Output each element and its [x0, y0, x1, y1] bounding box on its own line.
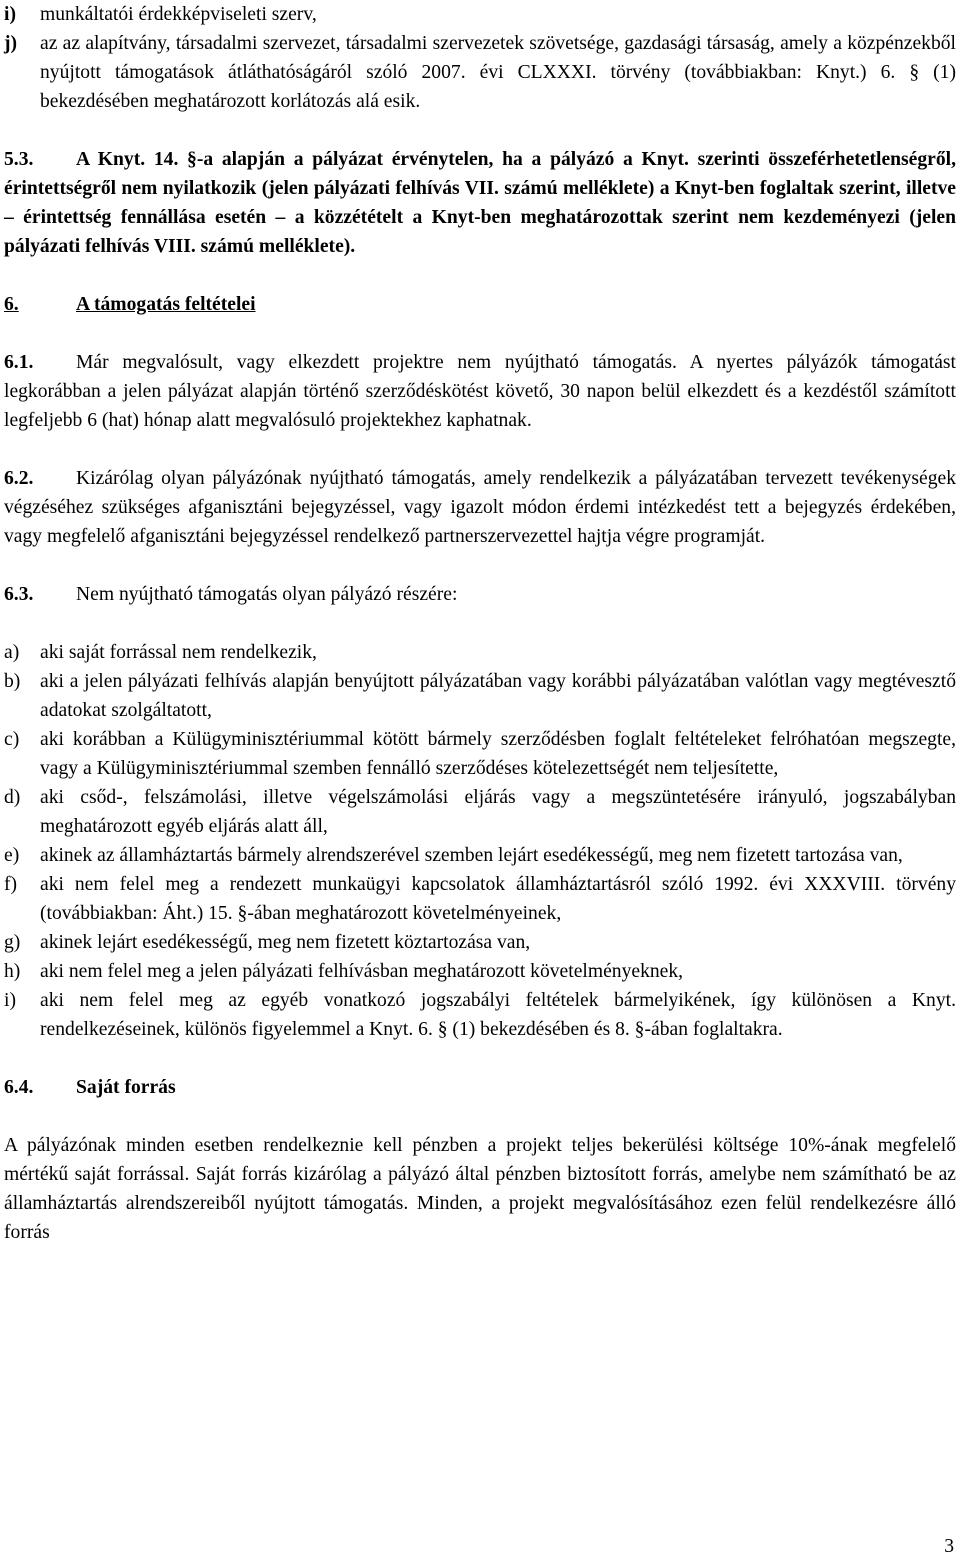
- list-text: aki a jelen pályázati felhívás alapján benyújtott pályázatában vagy korábbi pályázatában valótlan vagy megtévesztő adatokat szolgáltatott,: [40, 671, 956, 721]
- section-6-2: [4, 464, 956, 551]
- list-text: az az alapítvány, társadalmi szervezet, társadalmi szervezetek szövetsége, gazdasági társaság, amely a közpénzekből nyújtott támogatások átláthatóságáról szóló 2007. évi CLXXXI. törvény (továbbiakban: Knyt.) 6. § (1) bekezdésében meghatározott korlátozás alá esik.: [40, 33, 956, 112]
- list-item: [4, 986, 956, 1044]
- list-item: [4, 638, 956, 667]
- list-item: [4, 667, 956, 725]
- section-6-1: [4, 348, 956, 435]
- list-marker: a): [4, 642, 20, 663]
- list-text: aki korábban a Külügyminisztériummal kötött bármely szerződésben foglalt feltételeket felróhatóan megszegte, vagy a Külügyminisztériummal szemben fennálló szerződéses kötelezettségét nem teljesítette,: [40, 729, 956, 779]
- list-text: akinek lejárt esedékességű, meg nem fizetett köztartozása van,: [40, 932, 531, 953]
- list-text: aki csőd-, felszámolási, illetve végelszámolási eljárás vagy a megszüntetésére irányuló, jogszabályban meghatározott egyéb eljárás alatt áll,: [40, 787, 956, 837]
- heading-6: [4, 290, 956, 319]
- list-item: [4, 783, 956, 841]
- section-text: A Knyt. 14. §-a alapján a pályázat érvénytelen, ha a pályázó a Knyt. szerinti összeférhetetlenségről, érintettségről nem nyilatkozik (jelen pályázati felhívás VII. számú melléklete) a Knyt-ben foglaltak szerint, illetve – érintettség fennállása esetén – a közzétételt a Knyt-ben meghatározottak szerint nem kezdeményezi (jelen pályázati felhívás VIII. számú melléklete).: [4, 149, 956, 257]
- list-item: [4, 841, 956, 870]
- section-6-4-text: [4, 1131, 956, 1247]
- list-marker: g): [4, 932, 21, 953]
- list-marker: b): [4, 671, 21, 692]
- list-item: [4, 29, 956, 116]
- list-marker: h): [4, 961, 21, 982]
- section-text: Kizárólag olyan pályázónak nyújtható támogatás, amely rendelkezik a pályázatában tervezett tevékenységek végzéséhez szükséges afganisztáni bejegyzéssel, vagy igazolt módon érdemi intézkedést tett a bejegyzés érdekében, vagy megfelelő afganisztáni bejegyzéssel rendelkező partnerszervezettel hajtja végre programját.: [4, 468, 956, 547]
- list-text: munkáltatói érdekképviseleti szerv,: [40, 4, 317, 25]
- section-number: 6.1.: [4, 352, 34, 373]
- top-list: [4, 0, 956, 116]
- list-marker: i): [4, 4, 16, 25]
- section-text: Már megvalósult, vagy elkezdett projektre nem nyújtható támogatás. A nyertes pályázók támogatást legkorábban a jelen pályázat alapján történő szerződéskötést követő, 30 napon belül elkezdett és a kezdéstől számított legfeljebb 6 (hat) hónap alatt megvalósuló projektekhez kaphatnak.: [4, 352, 956, 431]
- exclusion-list: [4, 638, 956, 1044]
- list-marker: i): [4, 990, 16, 1011]
- section-6-3: [4, 580, 956, 609]
- list-item: [4, 957, 956, 986]
- list-item: [4, 0, 956, 29]
- list-marker: d): [4, 787, 21, 808]
- section-number: 6.3.: [4, 584, 34, 605]
- section-number: 6.2.: [4, 468, 34, 489]
- list-text: aki nem felel meg az egyéb vonatkozó jogszabályi feltételek bármelyikének, így különösen a Knyt. rendelkezéseinek, különös figyelemmel a Knyt. 6. § (1) bekezdésében és 8. §-ában foglaltakra.: [40, 990, 956, 1040]
- list-text: aki nem felel meg a jelen pályázati felhívásban meghatározott követelményeknek,: [40, 961, 684, 982]
- heading-6-4: [4, 1073, 956, 1102]
- list-text: aki saját forrással nem rendelkezik,: [40, 642, 317, 663]
- section-text: Nem nyújtható támogatás olyan pályázó részére:: [76, 584, 458, 605]
- section-5-3: [4, 145, 956, 261]
- list-text: akinek az államháztartás bármely alrendszerével szemben lejárt esedékességű, meg nem fizetett tartozása van,: [40, 845, 903, 866]
- list-marker: j): [4, 33, 18, 54]
- list-marker: c): [4, 729, 20, 750]
- page-number: 3: [944, 1536, 954, 1557]
- list-item: [4, 725, 956, 783]
- list-marker: f): [4, 874, 18, 895]
- list-text: aki nem felel meg a rendezett munkaügyi kapcsolatok államháztartásról szóló 1992. évi XXXVIII. törvény (továbbiakban: Áht.) 15. §-ában meghatározott követelményeinek,: [40, 874, 956, 924]
- list-marker: e): [4, 845, 20, 866]
- section-text: A pályázónak minden esetben rendelkeznie kell pénzben a projekt teljes bekerülési költsége 10%-ának megfelelő mértékű saját forrással. Saját forrás kizárólag a pályázó által pénzben biztosított forrás, amelybe nem számítható be az államháztartás alrendszereiből nyújtott támogatás. Minden, a projekt megvalósításához ezen felül rendelkezésre álló forrás: [4, 1135, 956, 1243]
- heading-title: Saját forrás: [76, 1077, 176, 1098]
- heading-number: 6.: [4, 294, 19, 315]
- list-item: [4, 870, 956, 928]
- list-item: [4, 928, 956, 957]
- section-number: 5.3.: [4, 149, 34, 170]
- heading-number: 6.4.: [4, 1077, 34, 1098]
- heading-title: A támogatás feltételei: [76, 294, 256, 315]
